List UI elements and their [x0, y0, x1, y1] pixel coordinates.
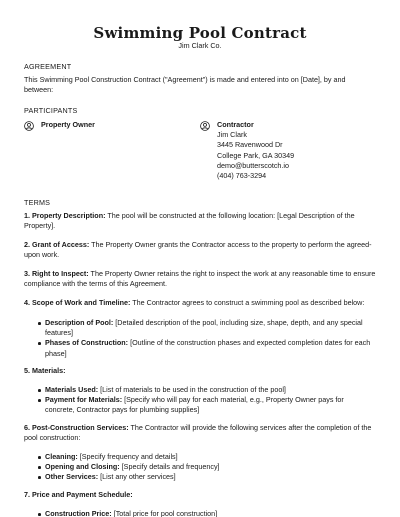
term-label: 5. Materials:: [24, 366, 66, 375]
list-item: [38, 462, 374, 472]
agreement-heading: AGREEMENT: [24, 62, 72, 71]
contractor-phone: (404) 763-3294: [217, 171, 267, 181]
list-item: [38, 318, 374, 338]
contractor-address-line1: 3445 Ravenwood Dr: [217, 140, 283, 150]
contractor-address-line2: College Park, GA 30349: [217, 150, 295, 160]
document-title: Swimming Pool Contract: [93, 24, 307, 42]
contractor-block: [200, 120, 294, 181]
term-label: 3. Right to Inspect:: [24, 269, 89, 278]
term-text: The Contractor agrees to construct a swimming pool as described below:: [130, 298, 365, 307]
term-text: The Property Owner retains the right to inspect the work at any reasonable time to ensure compliance with the terms of this Agreement.: [24, 269, 376, 289]
item-text: [Specify frequency and details]: [77, 452, 178, 461]
post-construction-list: [38, 452, 374, 483]
person-icon: [200, 121, 210, 131]
scope-of-work-list: [38, 318, 374, 359]
item-text: [Total price for pool construction]: [111, 509, 218, 517]
term-text: The pool will be constructed at the following location: [Legal Description of the Property].: [24, 211, 355, 231]
contractor-email[interactable]: demo@butterscotch.io: [217, 160, 290, 170]
contractor-name: Jim Clark: [217, 130, 247, 140]
item-label: Cleaning:: [45, 452, 78, 461]
company-name: Jim Clark Co.: [178, 41, 222, 50]
term-grant-of-access: [24, 240, 376, 260]
term-scope-of-work: [24, 298, 376, 308]
item-label: Phases of Construction:: [45, 338, 129, 348]
list-item: [38, 472, 374, 482]
contractor-label: Contractor: [217, 120, 254, 129]
term-label: 7. Price and Payment Schedule:: [24, 490, 133, 499]
term-post-construction-services: [24, 423, 376, 443]
item-label: Construction Price:: [45, 509, 112, 517]
item-text: [Detailed description of the pool, including size, shape, depth, and any special features]: [45, 318, 363, 338]
item-label: Opening and Closing:: [45, 462, 120, 472]
term-price-and-payment: [24, 490, 376, 500]
list-item: [38, 395, 374, 415]
participants-heading: PARTICIPANTS: [24, 106, 78, 115]
property-owner-block: [24, 120, 95, 131]
item-text: [List any other services]: [98, 472, 176, 482]
item-text: [Specify details and frequency]: [119, 462, 220, 472]
property-owner-label: Property Owner: [41, 120, 95, 129]
item-text: [Specify who will pay for each material, e.g., Property Owner pays for concrete, Contractor pays for plumbing supplies]: [45, 395, 344, 415]
item-label: Materials Used:: [45, 385, 99, 394]
term-label: 2. Grant of Access:: [24, 240, 90, 249]
list-item: [38, 338, 374, 358]
item-label: Other Services:: [45, 472, 99, 482]
term-text: The Contractor will provide the following services after the completion of the pool construction:: [24, 423, 372, 443]
term-materials: [24, 366, 376, 376]
term-right-to-inspect: [24, 269, 376, 289]
materials-list: [38, 385, 374, 416]
term-property-description: [24, 211, 376, 231]
item-text: [Outline of the construction phases and expected completion dates for each phase]: [45, 338, 371, 358]
list-item: [38, 452, 374, 462]
price-list: [38, 509, 374, 517]
terms-heading: TERMS: [24, 198, 51, 207]
person-icon: [24, 121, 34, 131]
term-label: 4. Scope of Work and Timeline:: [24, 298, 131, 307]
term-label: 1. Property Description:: [24, 211, 106, 220]
term-text: The Property Owner grants the Contractor access to the property to perform the agreed-upon work.: [24, 240, 372, 260]
item-text: [List of materials to be used in the construction of the pool]: [98, 385, 286, 394]
term-label: 6. Post-Construction Services:: [24, 423, 129, 432]
list-item: [38, 509, 374, 517]
item-label: Payment for Materials:: [45, 395, 123, 405]
list-item: [38, 385, 374, 395]
agreement-text: This Swimming Pool Construction Contract ("Agreement") is made and entered into on [Date], by and between:: [24, 75, 346, 95]
item-label: Description of Pool:: [45, 318, 114, 327]
